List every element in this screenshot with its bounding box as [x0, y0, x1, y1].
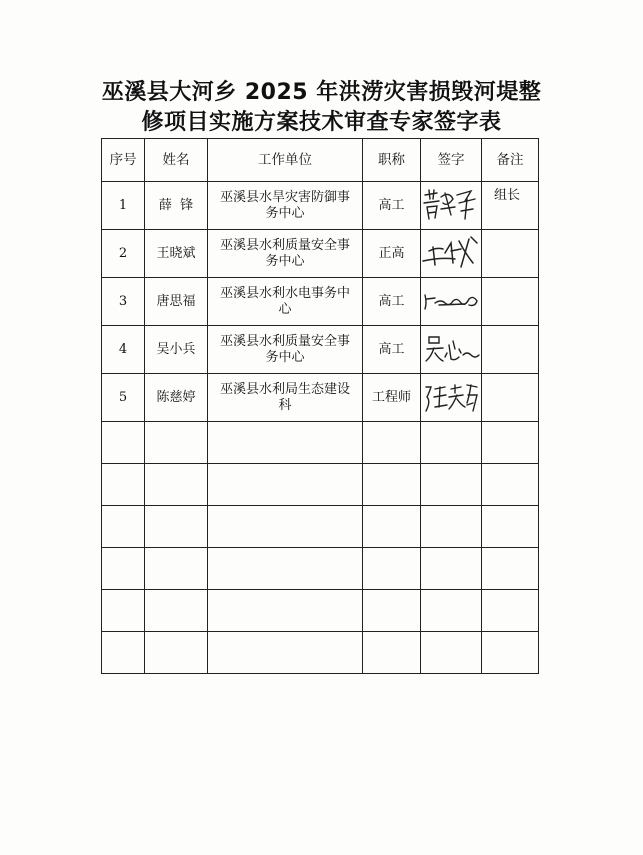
header-row	[102, 139, 539, 182]
cell-note: 组长	[482, 182, 539, 230]
table-row	[102, 182, 539, 230]
cell-signature	[421, 374, 482, 422]
title-line-1: 巫溪县大河乡 2025 年洪涝灾害损毁河堤整	[101, 80, 542, 105]
header-note: 备注	[482, 139, 539, 182]
cell-signature	[421, 278, 482, 326]
blank-row	[102, 548, 539, 590]
cell-name: 吴小兵	[145, 326, 208, 374]
blank-row	[102, 632, 539, 674]
cell-title: 高工	[363, 182, 421, 230]
cell-signature	[421, 326, 482, 374]
cell-no: 5	[102, 374, 145, 422]
cell-name: 王晓斌	[145, 230, 208, 278]
blank-row	[102, 422, 539, 464]
cell-title: 工程师	[363, 374, 421, 422]
handwritten-signature	[421, 233, 481, 274]
header-signature: 签字	[421, 139, 482, 182]
cell-no: 3	[102, 278, 145, 326]
cell-note	[482, 230, 539, 278]
cell-no: 2	[102, 230, 145, 278]
cell-unit: 巫溪县水利质量安全事务中心	[208, 326, 363, 374]
blank-row	[102, 464, 539, 506]
header-unit: 工作单位	[208, 139, 363, 182]
table-row	[102, 326, 539, 374]
cell-note	[482, 278, 539, 326]
cell-title: 高工	[363, 278, 421, 326]
cell-signature	[421, 182, 482, 230]
handwritten-signature	[421, 281, 481, 322]
signature-table	[101, 138, 539, 674]
cell-unit: 巫溪县水旱灾害防御事务中心	[208, 182, 363, 230]
cell-no: 4	[102, 326, 145, 374]
cell-note	[482, 374, 539, 422]
table-row	[102, 230, 539, 278]
title-line-2: 修项目实施方案技术审查专家签字表	[141, 110, 502, 135]
cell-no: 1	[102, 182, 145, 230]
cell-title: 高工	[363, 326, 421, 374]
cell-note	[482, 326, 539, 374]
cell-name: 薛 锋	[145, 182, 208, 230]
table-row	[102, 278, 539, 326]
cell-name: 唐思福	[145, 278, 208, 326]
cell-unit: 巫溪县水利水电事务中心	[208, 278, 363, 326]
cell-unit: 巫溪县水利质量安全事务中心	[208, 230, 363, 278]
blank-row	[102, 590, 539, 632]
handwritten-signature	[421, 185, 481, 226]
cell-title: 正高	[363, 230, 421, 278]
header-title: 职称	[363, 139, 421, 182]
cell-unit: 巫溪县水利局生态建设科	[208, 374, 363, 422]
cell-name: 陈慈婷	[145, 374, 208, 422]
header-name: 姓名	[145, 139, 208, 182]
cell-signature	[421, 230, 482, 278]
handwritten-signature	[421, 329, 481, 370]
table-row	[102, 374, 539, 422]
header-no: 序号	[102, 139, 145, 182]
blank-row	[102, 506, 539, 548]
document-title	[60, 78, 583, 138]
handwritten-signature	[421, 377, 481, 418]
